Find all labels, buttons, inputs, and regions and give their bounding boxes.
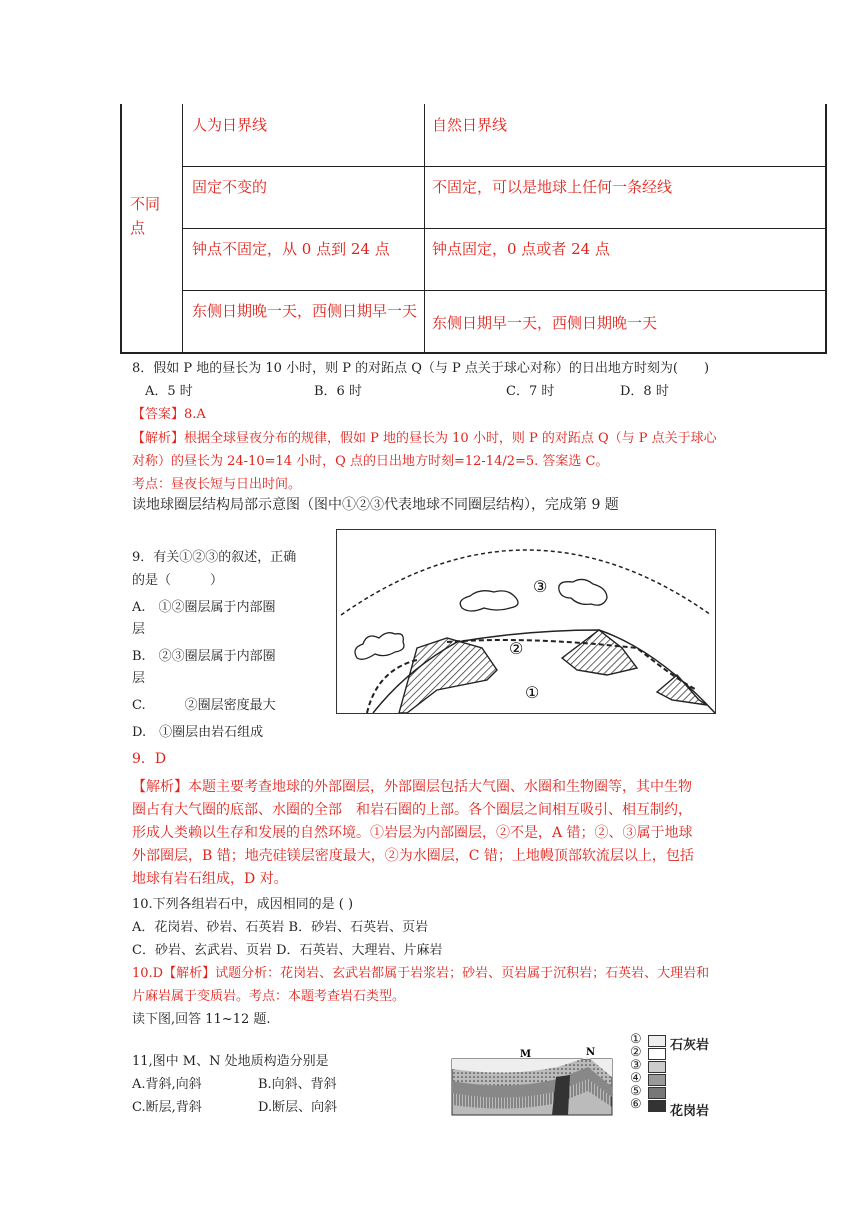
legend-swatch bbox=[648, 1100, 666, 1112]
table-cell: 不固定，可以是地球上任何一条经线 bbox=[432, 178, 673, 196]
q8-option-a: A．5 时 bbox=[145, 384, 193, 399]
legend-granite: 花岗岩 bbox=[670, 1104, 710, 1119]
q9-stem: 9．有关①②③的叙述，正确 bbox=[132, 550, 297, 565]
q11-stem: 11,图中 M、N 处地质构造分别是 bbox=[132, 1054, 329, 1069]
q11-option-b: B.向斜、背斜 bbox=[258, 1077, 337, 1092]
q9-option-b: 层 bbox=[132, 671, 146, 686]
comparison-table bbox=[120, 104, 826, 354]
q9-answer: 9．D bbox=[132, 751, 167, 767]
cloud-icon bbox=[355, 633, 404, 660]
geology-legend bbox=[630, 1032, 740, 1124]
mountain-left bbox=[399, 638, 497, 713]
earth-spheres-diagram bbox=[336, 529, 716, 714]
q8-analysis: 【解析】根据全球昼夜分布的规律，假如 P 地的昼长为 10 小时，则 P 的对跖点 Q（与 P 点关于球心 bbox=[132, 431, 717, 446]
q11-option-d: D.断层、向斜 bbox=[258, 1100, 338, 1115]
earth-spheres-illustration bbox=[337, 530, 715, 713]
legend-num: ④ bbox=[630, 1071, 642, 1086]
q9-analysis-line: 形成人类赖以生存和发展的自然环境。①岩层为内部圈层，②不是，A 错；②、③属于地球 bbox=[132, 825, 693, 841]
table-cell: 自然日界线 bbox=[432, 116, 508, 134]
cloud-icon bbox=[460, 591, 518, 611]
legend-num: ① bbox=[630, 1032, 642, 1047]
q8-stem: 8．假如 P 地的昼长为 10 小时，则 P 的对跖点 Q（与 P 点关于球心对称）的日出地方时刻为( ) bbox=[132, 361, 710, 376]
q11-option-a: A.背斜,向斜 bbox=[132, 1077, 202, 1092]
q8-answer: 【答案】8.A bbox=[132, 407, 206, 422]
table-cell: 钟点固定，0 点或者 24 点 bbox=[432, 240, 610, 258]
table-border-right bbox=[825, 104, 827, 354]
table-cell: 人为日界线 bbox=[192, 116, 268, 134]
q11-option-c: C.断层,背斜 bbox=[132, 1100, 202, 1115]
table-cell: 固定不变的 bbox=[192, 178, 268, 196]
label-one: ① bbox=[525, 683, 540, 702]
q8-kaodian: 考点：昼夜长短与日出时间。 bbox=[132, 477, 302, 492]
geologic-cross-section bbox=[448, 1047, 628, 1122]
table-cell: 东侧日期早一天，西侧日期晚一天 bbox=[432, 314, 658, 332]
q9-option-a: 层 bbox=[132, 622, 146, 637]
q8-analysis: 对称）的昼长为 24-10=14 小时，Q 点的日出地方时刻=12-14/2=5. 答案选 C。 bbox=[132, 454, 609, 469]
q11-intro: 读下图,回答 11~12 题. bbox=[132, 1012, 271, 1027]
table-divider bbox=[424, 104, 425, 354]
q9-analysis-line: 地球有岩石组成，D 对。 bbox=[132, 871, 288, 887]
table-cell: 东侧日期晚一天，西侧日期早一天 bbox=[192, 302, 418, 320]
q10-analysis: 片麻岩属于变质岩。考点：本题考查岩石类型。 bbox=[132, 989, 406, 1004]
table-divider bbox=[182, 104, 183, 354]
legend-swatch bbox=[648, 1048, 666, 1060]
table-cell: 钟点不固定，从 0 点到 24 点 bbox=[192, 240, 390, 258]
legend-num: ② bbox=[630, 1045, 642, 1060]
atmosphere-boundary bbox=[341, 550, 711, 615]
q9-analysis-line: 圈占有大气圈的底部、水圈的全部 和岩石圈的上部。各个圈层之间相互吸引、相互制约， bbox=[132, 802, 692, 818]
label-n: N bbox=[586, 1047, 596, 1058]
legend-swatch bbox=[648, 1035, 666, 1047]
legend-swatch bbox=[648, 1074, 666, 1086]
q10-options: C．砂岩、玄武岩、页岩 D．石英岩、大理岩、片麻岩 bbox=[132, 943, 443, 958]
q9-analysis bbox=[132, 776, 832, 891]
q9-option-b: B. ②③圈层属于内部圈 bbox=[132, 649, 276, 664]
q9-intro: 读地球圈层结构局部示意图（图中①②③代表地球不同圈层结构），完成第 9 题 bbox=[132, 497, 619, 513]
q8-option-c: C．7 时 bbox=[506, 384, 555, 399]
legend-swatch bbox=[648, 1087, 666, 1099]
q8-option-b: B．6 时 bbox=[314, 384, 362, 399]
table-divider bbox=[182, 228, 826, 229]
q9-option-a: A. ①②圈层属于内部圈 bbox=[132, 600, 276, 615]
q10-options: A．花岗岩、砂岩、石英岩 B．砂岩、石英岩、页岩 bbox=[132, 920, 429, 935]
q10-stem: 10.下列各组岩石中，成因相同的是 ( ) bbox=[132, 897, 354, 912]
legend-swatch bbox=[648, 1061, 666, 1073]
table-border-left bbox=[120, 104, 122, 354]
label-m: M bbox=[520, 1049, 532, 1060]
q9-analysis-line: 外部圈层，B 错；地壳硅镁层密度最大，②为水圈层，C 错；上地幔顶部软流层以上，包括 bbox=[132, 848, 694, 864]
q9-option-c: C. ②圈层密度最大 bbox=[132, 698, 276, 713]
q10-analysis: 10.D【解析】试题分析：花岗岩、玄武岩都属于岩浆岩；砂岩、页岩属于沉积岩；石英岩、大理岩和 bbox=[132, 966, 710, 981]
cloud-icon bbox=[559, 579, 607, 605]
table-border-bottom bbox=[120, 352, 826, 354]
table-divider bbox=[182, 166, 826, 167]
q9-option-d: D. ①圈层由岩石组成 bbox=[132, 725, 264, 740]
mountain-right bbox=[562, 630, 637, 675]
label-two: ② bbox=[509, 639, 524, 658]
q8-option-d: D．8 时 bbox=[620, 384, 669, 399]
legend-limestone: 石灰岩 bbox=[670, 1038, 710, 1053]
row-header: 不同点 bbox=[130, 195, 161, 237]
q9-analysis-line: 【解析】本题主要考查地球的外部圈层，外部圈层包括大气圈、水圈和生物圈等，其中生物 bbox=[132, 779, 692, 795]
legend-num: ⑤ bbox=[630, 1084, 642, 1099]
legend-num: ③ bbox=[630, 1058, 642, 1073]
q9-stem: 的是（ ） bbox=[132, 573, 224, 588]
legend-num: ⑥ bbox=[630, 1097, 642, 1112]
table-divider bbox=[182, 290, 826, 291]
geologic-structure-diagram bbox=[448, 1047, 628, 1115]
label-three: ③ bbox=[533, 577, 548, 596]
mountain-small bbox=[657, 675, 707, 705]
